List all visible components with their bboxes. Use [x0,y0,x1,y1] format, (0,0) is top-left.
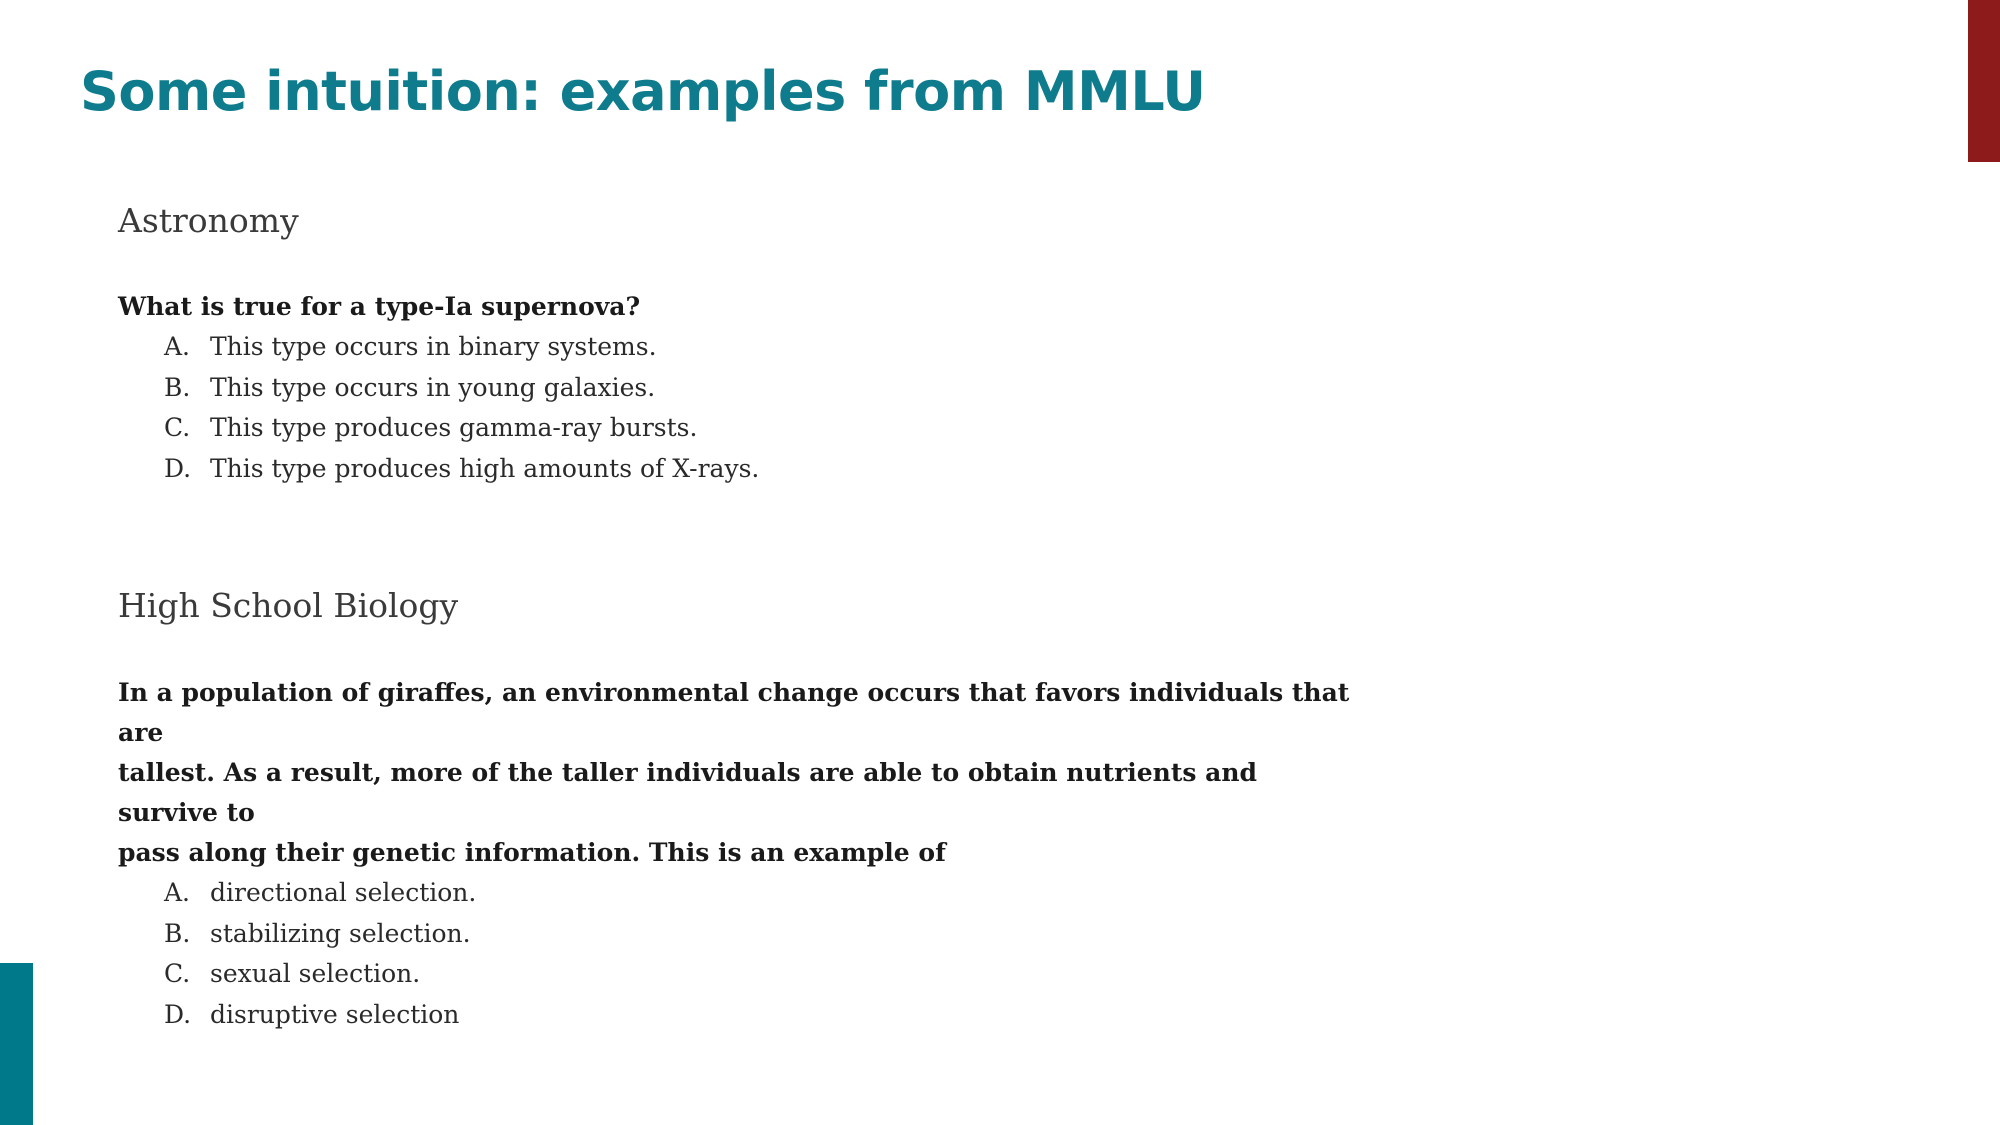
biology-section [118,581,1358,1035]
astronomy-question: What is true for a type-Ia supernova? [118,292,641,321]
option-letter: C. [164,413,191,442]
biology-question-line: pass along their genetic information. This is an example of [118,838,946,867]
section-heading-astronomy: Astronomy [118,201,299,240]
option-text: stabilizing selection. [210,918,471,948]
slide-title: Some intuition: examples from MMLU [80,60,1206,123]
biology-option-b [118,914,1358,955]
astronomy-option-b [118,368,1358,409]
option-text: This type occurs in binary systems. [210,332,657,361]
astronomy-option-d [118,449,1358,490]
biology-option-a [118,873,1358,914]
option-text: sexual selection. [210,959,421,988]
biology-question-line: In a population of giraffes, an environmental change occurs that favors individuals that are [118,678,1350,747]
option-letter: A. [164,878,191,907]
biology-options [118,873,1358,1035]
option-letter: D. [164,453,192,483]
option-letter: B. [164,918,191,948]
option-text: This type occurs in young galaxies. [210,372,656,402]
option-text: disruptive selection [210,999,460,1029]
option-text: This type produces high amounts of X-rays. [210,453,760,483]
astronomy-section [118,196,1358,489]
option-text: This type produces gamma-ray bursts. [210,413,698,442]
option-text: directional selection. [210,878,477,907]
section-heading-biology: High School Biology [118,586,459,625]
top-right-accent-bar [1968,0,2000,162]
biology-option-d [118,995,1358,1036]
astronomy-option-c [118,408,1358,449]
option-letter: C. [164,959,191,988]
option-letter: B. [164,372,191,402]
bottom-left-accent-bar [0,963,33,1125]
option-letter: A. [164,332,191,361]
biology-option-c [118,954,1358,995]
astronomy-option-a [118,327,1358,368]
option-letter: D. [164,999,192,1029]
biology-question-line: tallest. As a result, more of the taller individuals are able to obtain nutrients and survive to [118,758,1258,827]
biology-question [118,673,1358,873]
astronomy-options [118,327,1358,489]
